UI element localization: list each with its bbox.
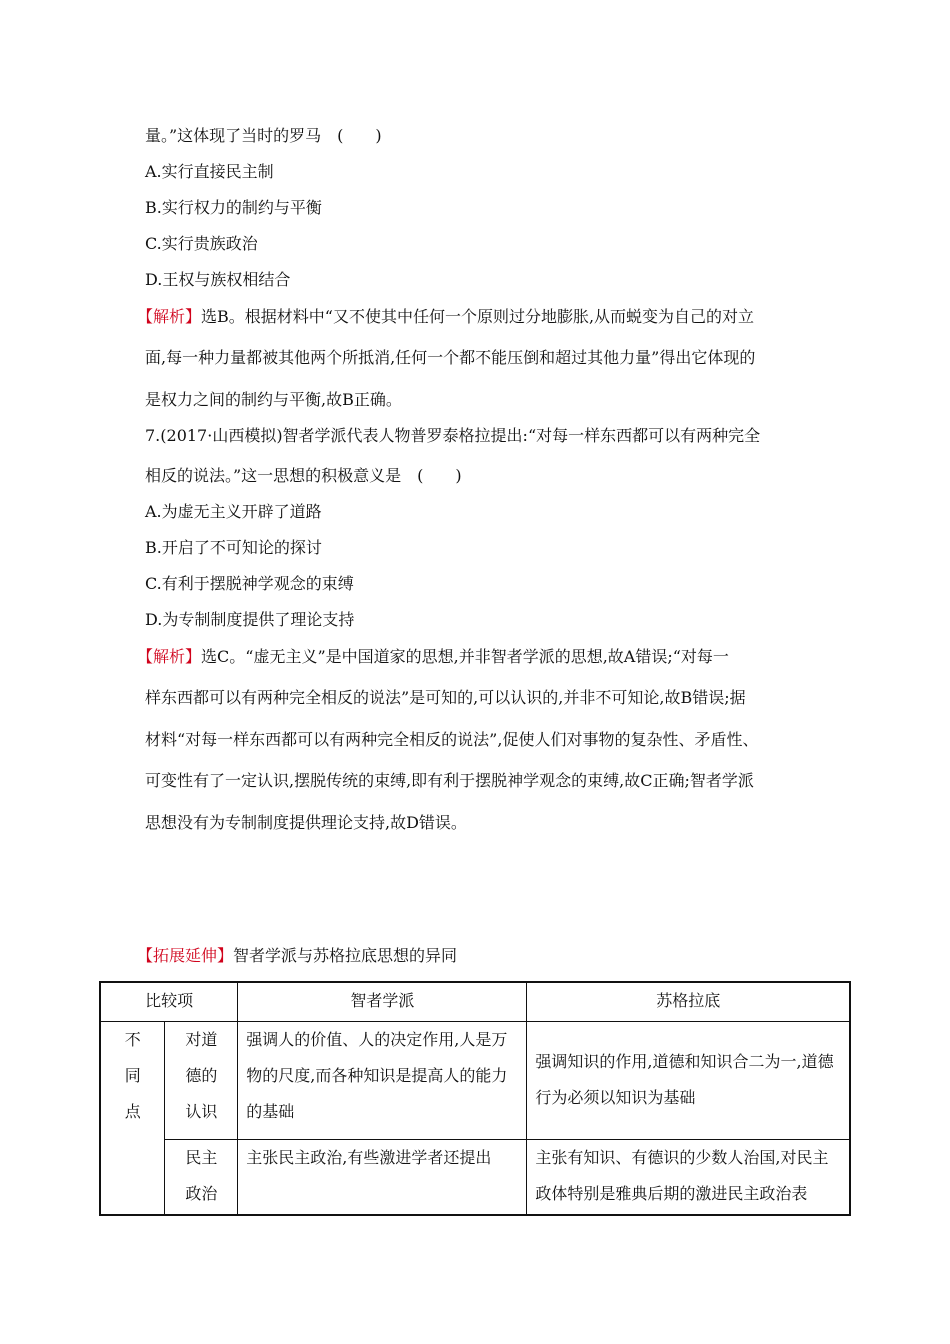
- q6-analysis-text-1: 选B。根据材料中“又不使其中任何一个原则过分地膨胀,从而蜕变为自己的对立: [201, 307, 755, 326]
- cell-sophists-morality: 强调人的价值、人的决定作用,人是万物的尺度,而各种知识是提高人的能力的基础: [238, 1021, 527, 1139]
- q7-analysis-text-1: 选C。“虚无主义”是中国道家的思想,并非智者学派的思想,故A错误;“对每一: [201, 647, 729, 666]
- q7-analysis-line-5: 思想没有为专制制度提供理论支持,故D错误。: [145, 813, 467, 832]
- header-compare: 比较项: [100, 982, 238, 1021]
- q7-stem-line-2: 相反的说法。”这一思想的积极意义是 ( ): [145, 466, 462, 485]
- header-sophists: 智者学派: [238, 982, 527, 1021]
- q7-stem-line-1: 7.(2017·山西模拟)智者学派代表人物普罗泰格拉提出:“对每一样东西都可以有两种完全: [145, 426, 761, 445]
- q6-option-a: A.实行直接民主制: [145, 162, 274, 181]
- extension-title: 智者学派与苏格拉底思想的异同: [233, 946, 458, 965]
- q7-analysis-line-4: 可变性有了一定认识,摆脱传统的束缚,即有利于摆脱神学观念的束缚,故C正确;智者学派: [145, 771, 754, 790]
- table-row: [100, 1139, 850, 1215]
- q6-option-c: C.实行贵族政治: [145, 234, 258, 253]
- q6-option-d: D.王权与族权相结合: [145, 270, 291, 289]
- q6-analysis-line-3: 是权力之间的制约与平衡,故B正确。: [145, 390, 402, 409]
- table-header-row: [100, 982, 850, 1021]
- q6-analysis-line-1: [137, 306, 754, 328]
- header-socrates: 苏格拉底: [527, 982, 850, 1021]
- cell-socrates-democracy: 主张有知识、有德识的少数人治国,对民主政体特别是雅典后期的激进民主政治表: [527, 1139, 850, 1215]
- q6-analysis-line-2: 面,每一种力量都被其他两个所抵消,任何一个都不能压倒和超过其他力量”得出它体现的: [145, 348, 756, 367]
- row-label-morality: 对道 德的 认识: [165, 1021, 238, 1139]
- q7-option-b: B.开启了不可知论的探讨: [145, 538, 322, 557]
- comparison-table: [99, 981, 851, 1216]
- analysis-tag: 【解析】: [137, 307, 202, 326]
- q7-analysis-line-2: 样东西都可以有两种完全相反的说法”是可知的,可以认识的,并非不可知论,故B错误;据: [145, 688, 746, 707]
- extension-tag: 【拓展延伸】: [137, 946, 234, 965]
- table-row: [100, 1021, 850, 1139]
- q6-stem-end: 量。”这体现了当时的罗马 ( ): [145, 126, 382, 145]
- q7-analysis-line-3: 材料“对每一样东西都可以有两种完全相反的说法”,促使人们对事物的复杂性、矛盾性、: [145, 730, 759, 749]
- q7-analysis-line-1: [137, 646, 729, 668]
- extension-heading: [137, 945, 457, 967]
- q7-option-c: C.有利于摆脱神学观念的束缚: [145, 574, 354, 593]
- q7-option-d: D.为专制制度提供了理论支持: [145, 610, 355, 629]
- row-label-democracy: 民主 政治: [165, 1139, 238, 1215]
- group-label: 不 同 点: [100, 1021, 165, 1215]
- q6-option-b: B.实行权力的制约与平衡: [145, 198, 322, 217]
- q7-option-a: A.为虚无主义开辟了道路: [145, 502, 322, 521]
- analysis-tag: 【解析】: [137, 647, 202, 666]
- cell-socrates-morality: 强调知识的作用,道德和知识合二为一,道德行为必须以知识为基础: [527, 1021, 850, 1139]
- cell-sophists-democracy: 主张民主政治,有些激进学者还提出: [238, 1139, 527, 1215]
